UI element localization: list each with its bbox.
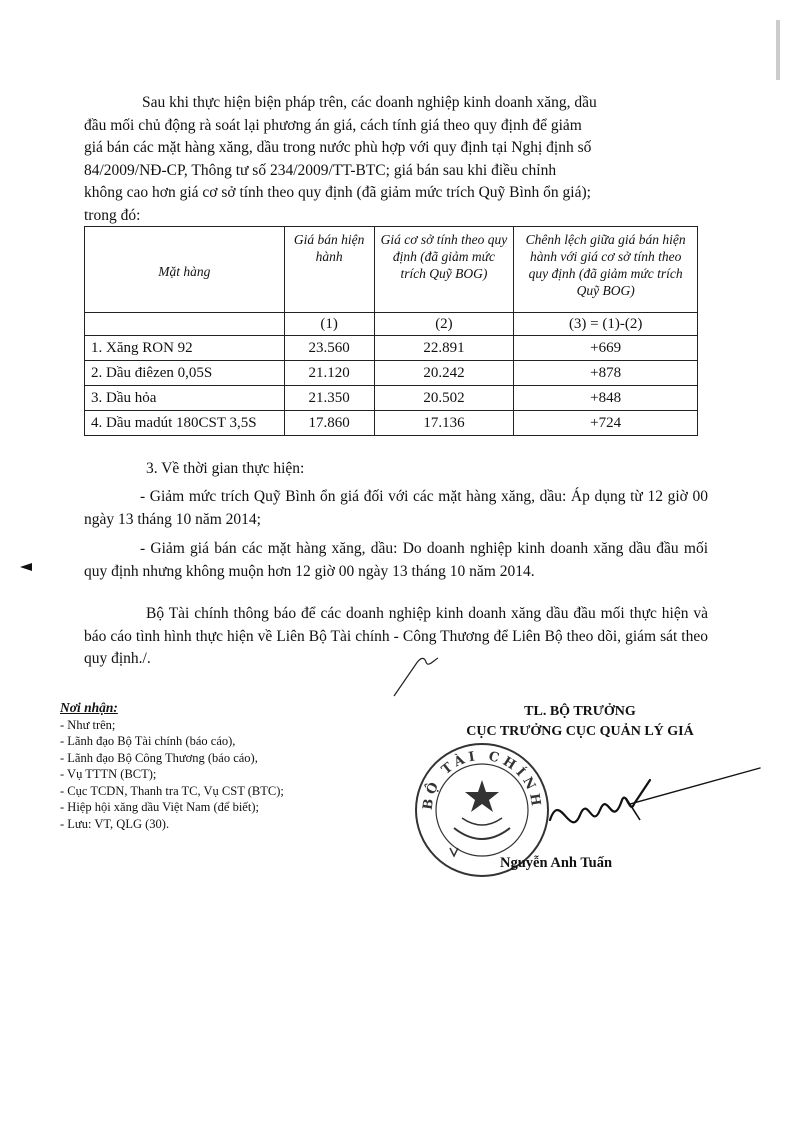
- header-current-price: Giá bán hiện hành: [284, 227, 374, 313]
- base-price-cell: 17.136: [374, 411, 514, 436]
- signer-title-line-2: CỤC TRƯỞNG CỤC QUẢN LÝ GIÁ: [466, 724, 694, 739]
- base-price-cell: 20.502: [374, 386, 514, 411]
- header-difference: Chênh lệch giữa giá bán hiện hành với giá cơ sở tính theo quy định (đã giảm mức trích Quỹ BOG): [514, 227, 698, 313]
- recipient-item: - Lãnh đạo Bộ Công Thương (báo cáo),: [60, 750, 258, 765]
- section3-heading: 3. Về thời gian thực hiện:: [146, 460, 305, 477]
- recipients-block: [60, 700, 390, 832]
- item-cell: 4. Dầu madút 180CST 3,5S: [85, 411, 285, 436]
- recipient-item: - Vụ TTTN (BCT);: [60, 767, 157, 781]
- handwritten-signature: [530, 760, 770, 860]
- header-item: Mặt hàng: [85, 227, 285, 313]
- column-number: (3) = (1)-(2): [514, 313, 698, 336]
- intro-line: giá bán các mặt hàng xăng, dầu trong nước phù hợp với quy định tại Nghị định số: [84, 139, 592, 156]
- margin-arrow-mark: [20, 562, 38, 572]
- scan-edge-mark: [776, 20, 780, 80]
- column-number: (1): [284, 313, 374, 336]
- difference-cell: +669: [514, 336, 698, 361]
- header-base-price: Giá cơ sở tính theo quy định (đã giảm mức trích Quỹ BOG): [374, 227, 514, 313]
- difference-cell: +724: [514, 411, 698, 436]
- current-price-cell: 21.350: [284, 386, 374, 411]
- signer-name: Nguyễn Anh Tuấn: [500, 855, 613, 871]
- item-cell: 1. Xăng RON 92: [85, 336, 285, 361]
- intro-paragraph: [84, 92, 708, 227]
- table-row: [85, 336, 698, 361]
- table-row: [85, 361, 698, 386]
- price-table: [84, 226, 698, 436]
- intro-line: 84/2009/NĐ-CP, Thông tư số 234/2009/TT-BTC; giá bán sau khi điều chỉnh: [84, 161, 557, 179]
- section3-bullet-2: - Giảm giá bán các mặt hàng xăng, dầu: Do doanh nghiệp kinh doanh xăng dầu đầu mối quy định nhưng không muộn hơn 12 giờ 00 ngày 13 tháng 10 năm 2014.: [84, 540, 708, 580]
- table-header-row: [85, 227, 698, 313]
- svg-text:BỘ TÀI CHÍNH: BỘ TÀI CHÍNH: [420, 748, 544, 811]
- recipient-item: - Như trên;: [60, 717, 116, 732]
- closing-paragraph: Bộ Tài chính thông báo để các doanh nghiệp kinh doanh xăng dầu đầu mối thực hiện và báo cáo tình hình thực hiện về Liên Bộ Tài chính - Công Thương để Liên Bộ theo dõi, giám sát theo quy định./.: [84, 605, 708, 667]
- column-number-row: [85, 313, 698, 336]
- base-price-cell: 20.242: [374, 361, 514, 386]
- difference-cell: +878: [514, 361, 698, 386]
- table-row: [85, 386, 698, 411]
- item-cell: 2. Dầu điêzen 0,05S: [85, 361, 285, 386]
- section3-bullet-1: - Giảm mức trích Quỹ Bình ổn giá đối với các mặt hàng xăng, dầu: Áp dụng từ 12 giờ 00 ngày 13 tháng 10 năm 2014;: [84, 488, 708, 528]
- current-price-cell: 17.860: [284, 411, 374, 436]
- current-price-cell: 23.560: [284, 336, 374, 361]
- table-row: [85, 411, 698, 436]
- intro-line: không cao hơn giá cơ sở tính theo quy định (đã giảm mức trích Quỹ Bình ổn giá);: [84, 184, 591, 201]
- intro-line: Sau khi thực hiện biện pháp trên, các doanh nghiệp kinh doanh xăng, dầu: [142, 94, 597, 111]
- empty-cell: [85, 313, 285, 336]
- recipients-title: Nơi nhận:: [60, 700, 118, 715]
- recipient-item: - Lãnh đạo Bộ Tài chính (báo cáo),: [60, 734, 236, 748]
- recipient-item: - Cục TCDN, Thanh tra TC, Vụ CST (BTC);: [60, 783, 284, 798]
- difference-cell: +848: [514, 386, 698, 411]
- item-cell: 3. Dầu hỏa: [85, 386, 285, 411]
- current-price-cell: 21.120: [284, 361, 374, 386]
- signer-block: [420, 702, 740, 742]
- column-number: (2): [374, 313, 514, 336]
- recipient-item: - Lưu: VT, QLG (30).: [60, 816, 170, 831]
- recipient-item: - Hiệp hội xăng dầu Việt Nam (để biết);: [60, 800, 259, 814]
- base-price-cell: 22.891: [374, 336, 514, 361]
- signer-title-line-1: TL. BỘ TRƯỞNG: [524, 704, 636, 719]
- intro-line: đầu mối chủ động rà soát lại phương án giá, cách tính giá theo quy định để giảm: [84, 116, 582, 134]
- initial-mark: [390, 640, 450, 700]
- intro-line: trong đó:: [84, 206, 141, 224]
